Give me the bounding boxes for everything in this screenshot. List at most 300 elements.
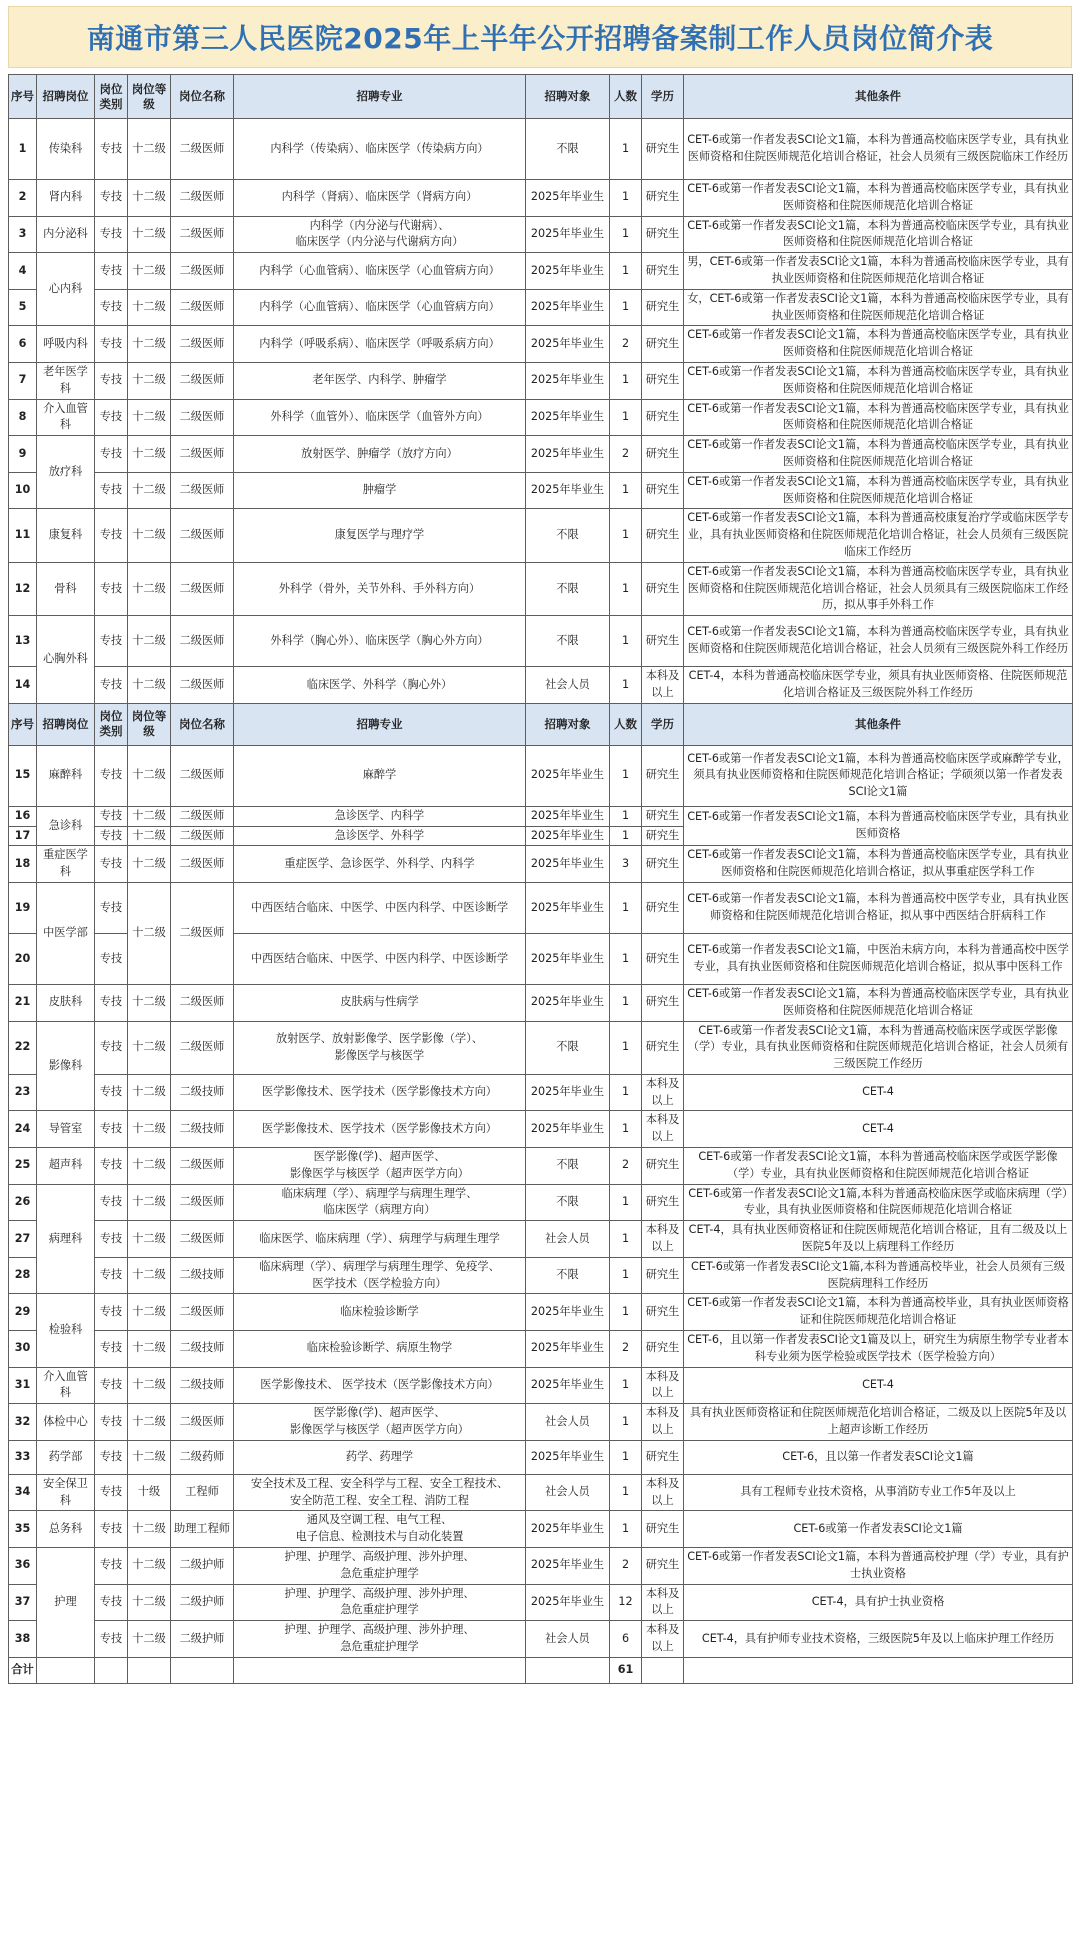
empty-cell (37, 1657, 95, 1683)
major: 医学影像技术、医学技术（医学影像技术方向） (234, 1074, 526, 1111)
target: 2025年毕业生 (526, 1511, 610, 1548)
row-number: 17 (9, 826, 37, 846)
headcount: 1 (610, 826, 642, 846)
post-category: 专技 (95, 362, 128, 399)
headcount: 3 (610, 846, 642, 883)
post-name: 二级护师 (171, 1621, 234, 1658)
header-cell: 招聘岗位 (37, 75, 95, 119)
target: 2025年毕业生 (526, 1294, 610, 1331)
target: 2025年毕业生 (526, 1440, 610, 1474)
education: 本科及以上 (642, 1404, 684, 1441)
target: 不限 (526, 1184, 610, 1221)
other-conditions: 男，CET-6或第一作者发表SCI论文1篇，本科为普通高校临床医学专业，具有执业医师资格和住院医师规范化培训合格证 (684, 253, 1073, 290)
table-row (9, 1257, 1073, 1294)
post-category: 专技 (95, 846, 128, 883)
row-number: 21 (9, 984, 37, 1021)
row-number: 15 (9, 745, 37, 806)
headcount: 1 (610, 399, 642, 436)
post-category: 专技 (95, 616, 128, 667)
post-name: 二级药师 (171, 1440, 234, 1474)
education: 研究生 (642, 562, 684, 615)
other-conditions: 具有工程师专业技术资格，从事消防专业工作5年及以上 (684, 1474, 1073, 1511)
post-name: 二级医师 (171, 745, 234, 806)
post-level: 十二级 (128, 1331, 171, 1368)
post-category: 专技 (95, 984, 128, 1021)
education: 研究生 (642, 1511, 684, 1548)
empty-cell (684, 1657, 1073, 1683)
post-category: 专技 (95, 119, 128, 180)
post-name: 二级医师 (171, 562, 234, 615)
post-level: 十二级 (128, 326, 171, 363)
post-level: 十二级 (128, 1440, 171, 1474)
headcount: 1 (610, 882, 642, 933)
row-number: 35 (9, 1511, 37, 1548)
table-row (9, 326, 1073, 363)
other-conditions: CET-6或第一作者发表SCI论文1篇，中医治未病方向，本科为普通高校中医学专业，具有执业医师资格和住院医师规范化培训合格证，拟从事中医科工作 (684, 933, 1073, 984)
target: 不限 (526, 562, 610, 615)
major: 肿瘤学 (234, 472, 526, 509)
education: 研究生 (642, 399, 684, 436)
other-conditions: CET-4，具有护师专业技术资格，三级医院5年及以上临床护理工作经历 (684, 1621, 1073, 1658)
post-dept: 体检中心 (37, 1404, 95, 1441)
post-level: 十二级 (128, 362, 171, 399)
target: 2025年毕业生 (526, 180, 610, 217)
table-row (9, 436, 1073, 473)
post-name: 二级医师 (171, 1294, 234, 1331)
education: 研究生 (642, 1184, 684, 1221)
headcount: 1 (610, 745, 642, 806)
education: 本科及以上 (642, 1474, 684, 1511)
major: 内科学（传染病）、临床医学（传染病方向） (234, 119, 526, 180)
post-name: 二级医师 (171, 1404, 234, 1441)
table-header-row (9, 75, 1073, 119)
education: 本科及以上 (642, 1221, 684, 1258)
post-dept: 超声科 (37, 1148, 95, 1185)
major: 放射医学、放射影像学、医学影像（学）、 影像医学与核医学 (234, 1021, 526, 1074)
education: 研究生 (642, 472, 684, 509)
major: 急诊医学、内科学 (234, 806, 526, 826)
other-conditions: CET-4，具有护士执业资格 (684, 1584, 1073, 1621)
post-name: 二级医师 (171, 289, 234, 326)
target: 社会人员 (526, 1221, 610, 1258)
target: 2025年毕业生 (526, 472, 610, 509)
headcount: 1 (610, 806, 642, 826)
post-category: 专技 (95, 436, 128, 473)
post-category: 专技 (95, 1021, 128, 1074)
target: 2025年毕业生 (526, 806, 610, 826)
target: 2025年毕业生 (526, 1331, 610, 1368)
table-row (9, 1548, 1073, 1585)
table-row (9, 616, 1073, 667)
post-level: 十二级 (128, 667, 171, 704)
major: 康复医学与理疗学 (234, 509, 526, 562)
post-dept: 护理 (37, 1548, 95, 1658)
post-category: 专技 (95, 472, 128, 509)
post-level: 十二级 (128, 1021, 171, 1074)
post-level: 十二级 (128, 1184, 171, 1221)
headcount: 1 (610, 253, 642, 290)
table-row (9, 667, 1073, 704)
major: 临床病理（学）、病理学与病理生理学、 临床医学（病理方向） (234, 1184, 526, 1221)
major: 内科学（肾病）、临床医学（肾病方向） (234, 180, 526, 217)
other-conditions: CET-6或第一作者发表SCI论文1篇，本科为普通高校临床医学专业，具有执业医师资格和住院医师规范化培训合格证，社会人员须有三级医院临床工作经历 (684, 119, 1073, 180)
post-dept: 呼吸内科 (37, 326, 95, 363)
post-name: 二级医师 (171, 399, 234, 436)
major: 临床检验诊断学 (234, 1294, 526, 1331)
row-number: 13 (9, 616, 37, 667)
target: 2025年毕业生 (526, 326, 610, 363)
post-level: 十二级 (128, 1148, 171, 1185)
headcount: 1 (610, 289, 642, 326)
table-row (9, 509, 1073, 562)
row-number: 7 (9, 362, 37, 399)
table-row (9, 399, 1073, 436)
post-name: 二级医师 (171, 882, 234, 984)
education: 研究生 (642, 1548, 684, 1585)
other-conditions: CET-6或第一作者发表SCI论文1篇,本科为普通高校毕业，社会人员须有三级医院病理科工作经历 (684, 1257, 1073, 1294)
other-conditions: CET-6或第一作者发表SCI论文1篇，本科为普通高校中医学专业，具有执业医师资格和住院医师规范化培训合格证，拟从事中西医结合肝病科工作 (684, 882, 1073, 933)
other-conditions: CET-6或第一作者发表SCI论文1篇，本科为普通高校临床医学专业，具有执业医师资格和住院医师规范化培训合格证 (684, 399, 1073, 436)
post-name: 二级医师 (171, 119, 234, 180)
row-number: 14 (9, 667, 37, 704)
post-name: 二级医师 (171, 436, 234, 473)
post-name: 二级医师 (171, 616, 234, 667)
headcount: 1 (610, 616, 642, 667)
target: 2025年毕业生 (526, 933, 610, 984)
post-dept: 心胸外科 (37, 616, 95, 704)
post-category: 专技 (95, 1621, 128, 1658)
post-level: 十二级 (128, 1257, 171, 1294)
table-row (9, 362, 1073, 399)
other-conditions: CET-6或第一作者发表SCI论文1篇，本科为普通高校临床医学专业，具有执业医师资格 (684, 806, 1073, 846)
post-category: 专技 (95, 826, 128, 846)
row-number: 30 (9, 1331, 37, 1368)
education: 研究生 (642, 289, 684, 326)
major: 护理、护理学、高级护理、涉外护理、 急危重症护理学 (234, 1621, 526, 1658)
headcount: 1 (610, 1221, 642, 1258)
major: 临床医学、临床病理（学）、病理学与病理生理学 (234, 1221, 526, 1258)
education: 本科及以上 (642, 1621, 684, 1658)
header-cell: 招聘岗位 (37, 703, 95, 745)
post-level: 十二级 (128, 882, 171, 984)
other-conditions: CET-6或第一作者发表SCI论文1篇，本科为普通高校临床医学专业，具有执业医师资格和住院医师规范化培训合格证 (684, 472, 1073, 509)
post-category: 专技 (95, 1548, 128, 1585)
target: 2025年毕业生 (526, 253, 610, 290)
education: 研究生 (642, 119, 684, 180)
education: 研究生 (642, 1440, 684, 1474)
post-category: 专技 (95, 180, 128, 217)
post-dept: 导管室 (37, 1111, 95, 1148)
major: 老年医学、内科学、肿瘤学 (234, 362, 526, 399)
post-dept: 检验科 (37, 1294, 95, 1367)
table-row (9, 562, 1073, 615)
headcount: 1 (610, 1294, 642, 1331)
education: 研究生 (642, 616, 684, 667)
headcount: 2 (610, 436, 642, 473)
target: 不限 (526, 1257, 610, 1294)
post-name: 二级护师 (171, 1548, 234, 1585)
empty-cell (526, 1657, 610, 1683)
row-number: 38 (9, 1621, 37, 1658)
header-cell: 招聘对象 (526, 703, 610, 745)
major: 内科学（心血管病）、临床医学（心血管病方向） (234, 253, 526, 290)
table-row (9, 984, 1073, 1021)
post-name: 二级医师 (171, 253, 234, 290)
post-level: 十二级 (128, 745, 171, 806)
major: 内科学（呼吸系病）、临床医学（呼吸系病方向） (234, 326, 526, 363)
major: 外科学（胸心外）、临床医学（胸心外方向） (234, 616, 526, 667)
headcount: 1 (610, 1257, 642, 1294)
headcount: 1 (610, 180, 642, 217)
headcount: 1 (610, 1511, 642, 1548)
total-label: 合计 (9, 1657, 37, 1683)
total-headcount: 61 (610, 1657, 642, 1683)
post-name: 二级医师 (171, 826, 234, 846)
post-level: 十二级 (128, 562, 171, 615)
post-level: 十二级 (128, 472, 171, 509)
header-cell: 岗位等级 (128, 703, 171, 745)
table-row (9, 119, 1073, 180)
post-dept: 药学部 (37, 1440, 95, 1474)
other-conditions: CET-6，且以第一作者发表SCI论文1篇 (684, 1440, 1073, 1474)
other-conditions: CET-4，具有执业医师资格证和住院医师规范化培训合格证，且有二级及以上医院5年及以上病理科工作经历 (684, 1221, 1073, 1258)
target: 2025年毕业生 (526, 289, 610, 326)
row-number: 32 (9, 1404, 37, 1441)
row-number: 16 (9, 806, 37, 826)
post-level: 十级 (128, 1474, 171, 1511)
empty-cell (95, 1657, 128, 1683)
header-cell: 人数 (610, 75, 642, 119)
post-category: 专技 (95, 289, 128, 326)
target: 2025年毕业生 (526, 1584, 610, 1621)
education: 研究生 (642, 362, 684, 399)
table-row (9, 745, 1073, 806)
other-conditions: CET-6或第一作者发表SCI论文1篇,本科为普通高校临床医学或临床病理（学）专业，具有执业医师资格和住院医师规范化培训合格证 (684, 1184, 1073, 1221)
major: 急诊医学、外科学 (234, 826, 526, 846)
header-cell: 岗位名称 (171, 703, 234, 745)
post-dept: 重症医学科 (37, 846, 95, 883)
post-dept: 骨科 (37, 562, 95, 615)
table-row (9, 1294, 1073, 1331)
post-dept: 麻醉科 (37, 745, 95, 806)
target: 不限 (526, 616, 610, 667)
target: 2025年毕业生 (526, 984, 610, 1021)
post-category: 专技 (95, 1111, 128, 1148)
post-level: 十二级 (128, 1404, 171, 1441)
post-dept: 介入血管科 (37, 399, 95, 436)
education: 研究生 (642, 509, 684, 562)
post-category: 专技 (95, 1474, 128, 1511)
education: 研究生 (642, 1148, 684, 1185)
row-number: 37 (9, 1584, 37, 1621)
row-number: 26 (9, 1184, 37, 1221)
row-number: 19 (9, 882, 37, 933)
header-cell: 招聘专业 (234, 75, 526, 119)
post-category: 专技 (95, 1440, 128, 1474)
row-number: 12 (9, 562, 37, 615)
major: 医学影像(学)、超声医学、 影像医学与核医学（超声医学方向） (234, 1148, 526, 1185)
table-row (9, 1148, 1073, 1185)
post-level: 十二级 (128, 509, 171, 562)
post-level: 十二级 (128, 1584, 171, 1621)
major: 放射医学、肿瘤学（放疗方向） (234, 436, 526, 473)
target: 2025年毕业生 (526, 362, 610, 399)
target: 不限 (526, 509, 610, 562)
post-level: 十二级 (128, 436, 171, 473)
post-level: 十二级 (128, 984, 171, 1021)
other-conditions: CET-6或第一作者发表SCI论文1篇，本科为普通高校临床医学专业，具有执业医师资格和住院医师规范化培训合格证 (684, 984, 1073, 1021)
headcount: 1 (610, 562, 642, 615)
target: 2025年毕业生 (526, 216, 610, 253)
header-cell: 序号 (9, 75, 37, 119)
headcount: 2 (610, 1548, 642, 1585)
post-dept: 内分泌科 (37, 216, 95, 253)
major: 护理、护理学、高级护理、涉外护理、 急危重症护理学 (234, 1548, 526, 1585)
post-category: 专技 (95, 326, 128, 363)
target: 2025年毕业生 (526, 826, 610, 846)
headcount: 1 (610, 1474, 642, 1511)
major: 皮肤病与性病学 (234, 984, 526, 1021)
post-dept: 放疗科 (37, 436, 95, 509)
major: 内科学（心血管病）、临床医学（心血管病方向） (234, 289, 526, 326)
row-number: 34 (9, 1474, 37, 1511)
table-row (9, 1404, 1073, 1441)
headcount: 2 (610, 1331, 642, 1368)
education: 研究生 (642, 1331, 684, 1368)
post-level: 十二级 (128, 216, 171, 253)
row-number: 29 (9, 1294, 37, 1331)
row-number: 23 (9, 1074, 37, 1111)
header-cell: 岗位类别 (95, 703, 128, 745)
major: 护理、护理学、高级护理、涉外护理、 急危重症护理学 (234, 1584, 526, 1621)
headcount: 1 (610, 509, 642, 562)
table-row (9, 1621, 1073, 1658)
post-level: 十二级 (128, 180, 171, 217)
empty-cell (234, 1657, 526, 1683)
header-cell: 招聘专业 (234, 703, 526, 745)
post-category: 专技 (95, 1257, 128, 1294)
row-number: 18 (9, 846, 37, 883)
table-row (9, 806, 1073, 826)
post-name: 二级医师 (171, 1148, 234, 1185)
post-level: 十二级 (128, 253, 171, 290)
post-level: 十二级 (128, 1511, 171, 1548)
other-conditions: CET-6，且以第一作者发表SCI论文1篇及以上，研究生为病原生物学专业者本科专业须为医学检验或医学技术（医学检验方向） (684, 1331, 1073, 1368)
headcount: 2 (610, 326, 642, 363)
target: 2025年毕业生 (526, 846, 610, 883)
row-number: 8 (9, 399, 37, 436)
post-name: 二级医师 (171, 472, 234, 509)
row-number: 6 (9, 326, 37, 363)
header-cell: 其他条件 (684, 703, 1073, 745)
other-conditions: CET-6或第一作者发表SCI论文1篇，本科为普通高校临床医学专业，具有执业医师资格和住院医师规范化培训合格证 (684, 216, 1073, 253)
target: 社会人员 (526, 1474, 610, 1511)
post-category: 专技 (95, 399, 128, 436)
post-dept: 传染科 (37, 119, 95, 180)
target: 社会人员 (526, 1621, 610, 1658)
post-category: 专技 (95, 1367, 128, 1404)
other-conditions: CET-6或第一作者发表SCI论文1篇，本科为普通高校临床医学专业，具有执业医师资格和住院医师规范化培训合格证，社会人员须有三级医院外科工作经历 (684, 616, 1073, 667)
headcount: 1 (610, 1404, 642, 1441)
header-cell: 序号 (9, 703, 37, 745)
post-category: 专技 (95, 1184, 128, 1221)
other-conditions: CET-4，本科为普通高校临床医学专业，须具有执业医师资格、住院医师规范化培训合格证及三级医院外科工作经历 (684, 667, 1073, 704)
education: 研究生 (642, 933, 684, 984)
headcount: 1 (610, 119, 642, 180)
post-category: 专技 (95, 562, 128, 615)
post-name: 二级医师 (171, 180, 234, 217)
post-dept: 影像科 (37, 1021, 95, 1111)
education: 研究生 (642, 216, 684, 253)
table-row (9, 253, 1073, 290)
major: 临床检验诊断学、病原生物学 (234, 1331, 526, 1368)
headcount: 2 (610, 1148, 642, 1185)
other-conditions: CET-6或第一作者发表SCI论文1篇，本科为普通高校毕业，具有执业医师资格证和住院医师规范化培训合格证 (684, 1294, 1073, 1331)
table-row (9, 882, 1073, 933)
table-row (9, 1331, 1073, 1368)
post-category: 专技 (95, 667, 128, 704)
education: 研究生 (642, 806, 684, 826)
target: 不限 (526, 1148, 610, 1185)
education: 研究生 (642, 882, 684, 933)
table-row (9, 846, 1073, 883)
headcount: 1 (610, 667, 642, 704)
headcount: 1 (610, 984, 642, 1021)
post-dept: 安全保卫科 (37, 1474, 95, 1511)
row-number: 20 (9, 933, 37, 984)
education: 研究生 (642, 846, 684, 883)
target: 2025年毕业生 (526, 1367, 610, 1404)
post-name: 二级技师 (171, 1331, 234, 1368)
row-number: 33 (9, 1440, 37, 1474)
target: 2025年毕业生 (526, 745, 610, 806)
target: 2025年毕业生 (526, 1548, 610, 1585)
headcount: 1 (610, 472, 642, 509)
major: 临床医学、外科学（胸心外） (234, 667, 526, 704)
empty-cell (171, 1657, 234, 1683)
table-header-row (9, 703, 1073, 745)
education: 本科及以上 (642, 1367, 684, 1404)
education: 研究生 (642, 253, 684, 290)
post-name: 二级医师 (171, 509, 234, 562)
education: 本科及以上 (642, 1584, 684, 1621)
post-level: 十二级 (128, 1074, 171, 1111)
target: 2025年毕业生 (526, 882, 610, 933)
post-level: 十二级 (128, 119, 171, 180)
post-name: 二级医师 (171, 216, 234, 253)
post-name: 二级医师 (171, 846, 234, 883)
major: 药学、药理学 (234, 1440, 526, 1474)
table-row (9, 1111, 1073, 1148)
header-cell: 学历 (642, 703, 684, 745)
education: 研究生 (642, 436, 684, 473)
education: 本科及以上 (642, 1074, 684, 1111)
education: 研究生 (642, 1257, 684, 1294)
other-conditions: CET-6或第一作者发表SCI论文1篇，本科为普通高校临床医学专业，具有执业医师资格和住院医师规范化培训合格证 (684, 362, 1073, 399)
post-category: 专技 (95, 745, 128, 806)
other-conditions: CET-6或第一作者发表SCI论文1篇，本科为普通高校临床医学专业，具有执业医师资格和住院医师规范化培训合格证 (684, 326, 1073, 363)
other-conditions: CET-4 (684, 1111, 1073, 1148)
post-level: 十二级 (128, 1294, 171, 1331)
education: 研究生 (642, 326, 684, 363)
page-title: 南通市第三人民医院2025年上半年公开招聘备案制工作人员岗位简介表 (86, 22, 994, 55)
major: 医学影像技术、 医学技术（医学影像技术方向） (234, 1367, 526, 1404)
row-number: 11 (9, 509, 37, 562)
headcount: 1 (610, 1184, 642, 1221)
education: 本科及以上 (642, 667, 684, 704)
post-dept: 急诊科 (37, 806, 95, 846)
post-level: 十二级 (128, 1221, 171, 1258)
